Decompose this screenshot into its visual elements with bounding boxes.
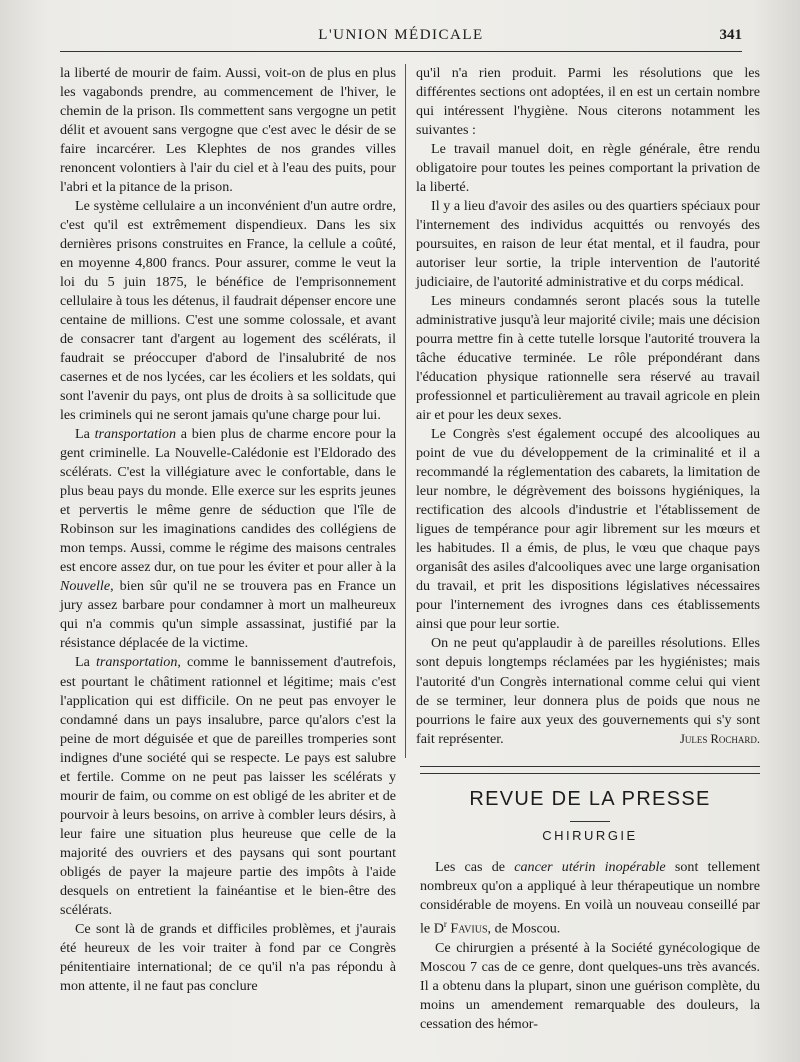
double-rule [420,766,760,774]
running-title: L'UNION MÉDICALE [318,27,484,43]
right-column [416,64,760,749]
page-header [60,27,742,51]
left-column [60,64,396,996]
paragraph: Le travail manuel doit, en règle générale, être rendu obligatoire pour toutes les peines comportant la privation de la liberté. [416,141,760,196]
paragraph: Ce sont là de grands et difficiles problèmes, et j'aurais été heureux de les voir traiter à fond par ce Congrès pénitentiaire international; de ce qu'il n'a pas répondu à mon attente, il ne faut pas conclure [60,920,396,994]
column-divider [405,64,406,758]
author-signature: Jules Rochard. [680,731,760,746]
paragraph: On ne peut qu'applaudir à de pareilles résolutions. Elles sont depuis longtemps réclamées par les hygiénistes; mais l'autorité d'un Congrès international comme celui qui vient de se terminer, leur donnera plus de poids que nous ne pourrions le faire aux yeux des gouvernements qui s'y sont fait représenter. [416,635,760,747]
section-title: REVUE DE LA PRESSE [469,788,711,810]
header-rule [60,51,742,52]
paragraph: Les cas de cancer utérin inopérable sont tellement nombreux qu'on a appliqué à leur thérapeutique un nombre considérable de moyens. En voilà un nouveau conseillé par le $D^r$ Favius, de Moscou. [420,859,761,937]
paragraph: Le système cellulaire a un inconvénient d'un autre ordre, c'est qu'il est extrêmement dispendieux. Dans les six dernières prisons construites en France, la cellule a coûté, en moyenne 4,800 francs. Pour assurer, comme le veut la loi du 5 juin 1875, le bénéfice de l'emprisonnement cellulaire à tous les détenus, il faudrait dépenser encore une centaine de millions. C'est une somme colossale, et avant de consacrer tant d'argent au logement des scélérats, il faudrait se préoccuper d'abord de l'insalubrité de nos casernes et de nos lycées, car les écoliers et les soldats, qui sont l'avenir du pays, ont plus de droits à sa sollicitude que les criminels qui ne seront jamais qu'une charge pour lui. [60,198,396,424]
paragraph: Il y a lieu d'avoir des asiles ou des quartiers spéciaux pour l'internement des individus acquittés ou renvoyés des poursuites, en raison de leur état mental, et il faudra, pour autoriser leur sortie, la triple intervention de l'autorité judiciaire, de l'autorité administrative et du corps médical. [416,198,760,291]
press-review-text [420,858,760,1034]
paragraph: qu'il n'a rien produit. Parmi les résolutions que les différentes sections ont adoptées, il en est un certain nombre qui intéressent l'hygiène. Nous citerons notamment les suivantes : [416,65,760,139]
paragraph: la liberté de mourir de faim. Aussi, voit-on de plus en plus les vagabonds prendre, au commencement de l'hiver, le chemin de la prison. Ils commettent sans vergogne un petit délit et avouent sans vergogne que c'est avec le désir de se faire incarcérer. Les Klephtes de nos grandes villes renoncent volontiers à l'air du ciel et à l'eau des puits, pour l'abri et la pitance de la prison. [60,65,396,196]
page-number: 341 [719,27,742,43]
paragraph: Ce chirurgien a présenté à la Société gynécologique de Moscou 7 cas de ce genre, dont quelques-uns très avancés. Il a obtenu dans la plupart, sinon une guérison complète, du moins un amendement remarquable des douleurs, la cessation des hémor- [420,939,760,1032]
short-rule [570,821,610,822]
subsection-title: CHIRURGIE [542,828,638,843]
paragraph: Le Congrès s'est également occupé des alcooliques au point de vue du développement de la criminalité et il a recommandé la réglementation des cabarets, la limitation de leur nombre, le dégrèvement des boissons hygiéniques, la rectification des alcools d'industrie et l'établissement de ligues de tempérance pour agir librement sur les mœurs et les habitudes. Il a émis, de plus, le vœu que chaque pays organisât des asiles d'alcooliques avec une large organisation du travail, et prit les dispositions législatives nécessaires pour l'internement des ivrognes dans ces établissements ainsi que pour leur sortie. [416,426,760,633]
paragraph: La transportation a bien plus de charme encore pour la gent criminelle. La Nouvelle-Calédonie est l'Eldorado des scélérats. C'est la villégiature avec le confortable, dans le plus beau pays du monde. Elle exerce sur les esprits jeunes et pervertis le même genre de séduction que l'île de Robinson sur les imaginations candides des collégiens de mon temps. Aussi, comme le régime des maisons centrales est encore assez dur, on tue pour les éviter et pour aller à la Nouvelle, bien sûr qu'il ne se trouvera pas en France un jury assez barbare pour condamner à mort un malheureux qui n'a commis qu'un simple assassinat, justifié par la résistance déplacée de la victime. [60,426,396,652]
paragraph: La transportation, comme le bannissement d'autrefois, est pourtant le châtiment rationnel et légitime; mais c'est l'application qui est difficile. On ne peut pas envoyer le condamné dans un pays insalubre, parce qu'alors c'est la peine de mort déguisée et que de pareilles tromperies sont indignes d'une société qui se respecte. Le pays est salubre et fertile. Comme on ne peut pas laisser les scélérats y mourir de faim, ou comme on est obligé de les abriter et de pourvoir à leurs besoins, on arrive à combler leurs désirs, à leur faire une situation plus heureuse que celle de la majorité des ouvriers et des paysans qui sont pourtant obligés de payer la majeure partie des impôts à l'aide desquels on entretient la fainéantise et le bien-être des scélérats. [60,654,397,918]
paragraph: Les mineurs condamnés seront placés sous la tutelle administrative jusqu'à leur majorité civile; mais une décision pourra mettre fin à cette tutelle lorsque l'autorité trouvera la tâche éducative terminée. Le rôle prépondérant dans l'éducation physique rationnelle sera réservé au travail professionnel et particulièrement au travail agricole en plein air et pour les deux sexes. [416,293,760,424]
